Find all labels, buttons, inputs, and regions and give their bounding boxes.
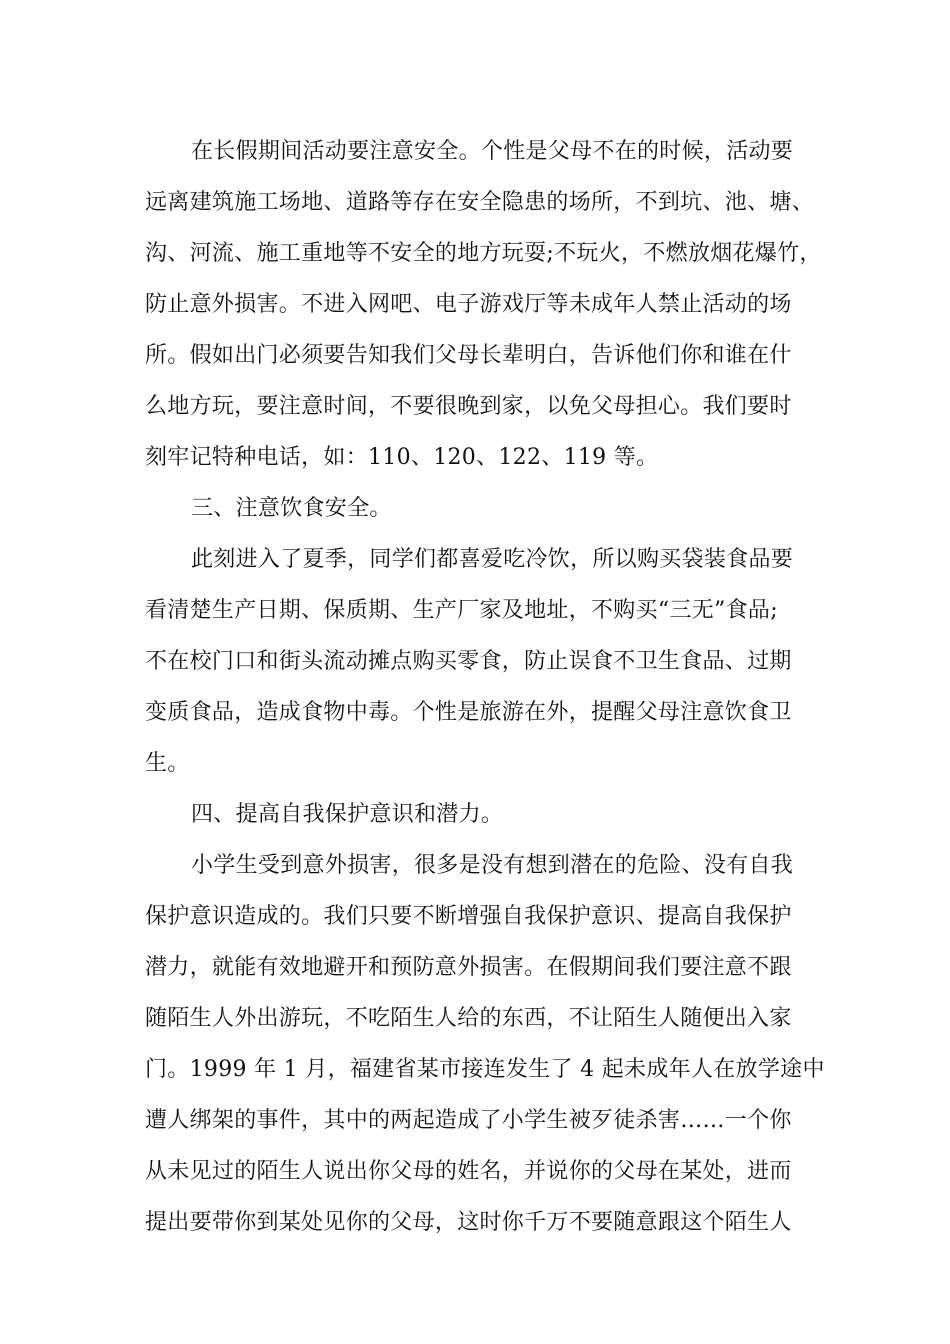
paragraph-line: 刻牢记特种电话，如：110、120、122、119 等。 (145, 445, 659, 470)
paragraph-line: 所。假如出门必须要告知我们父母长辈明白，告诉他们你和谁在什 (145, 343, 792, 368)
paragraph-line: 防止意外损害。不进入网吧、电子游戏厅等未成年人禁止活动的场 (145, 292, 792, 317)
section-heading: 四、提高自我保护意识和潜力。 (191, 802, 504, 827)
paragraph-line: 从未见过的陌生人说出你父母的姓名，并说你的父母在某处，进而 (145, 1159, 792, 1184)
paragraph-line: 看清楚生产日期、保质期、生产厂家及地址，不购买“三无”食品; (145, 598, 778, 623)
paragraph-line: 生。 (145, 751, 190, 776)
paragraph-line: 随陌生人外出游玩，不吃陌生人给的东西，不让陌生人随便出入家 (145, 1006, 792, 1031)
paragraph-line: 潜力，就能有效地避开和预防意外损害。在假期间我们要注意不跟 (145, 955, 792, 980)
paragraph-line: 保护意识造成的。我们只要不断增强自我保护意识、提高自我保护 (145, 904, 792, 929)
paragraph-line: 远离建筑施工场地、道路等存在安全隐患的场所，不到坑、池、塘、 (145, 190, 815, 215)
paragraph-line: 在长假期间活动要注意安全。个性是父母不在的时候，活动要 (191, 139, 794, 164)
paragraph-line: 提出要带你到某处见你的父母，这时你千万不要随意跟这个陌生人 (145, 1210, 792, 1235)
paragraph-line: 么地方玩，要注意时间，不要很晚到家，以免父母担心。我们要时 (145, 394, 792, 419)
section-heading: 三、注意饮食安全。 (191, 496, 392, 521)
paragraph-line: 此刻进入了夏季，同学们都喜爱吃冷饮，所以购买袋装食品要 (191, 547, 794, 572)
paragraph-line: 小学生受到意外损害，很多是没有想到潜在的危险、没有自我 (191, 853, 794, 878)
paragraph-line: 遭人绑架的事件，其中的两起造成了小学生被歹徒杀害……一个你 (145, 1108, 792, 1133)
paragraph-line: 变质食品，造成食物中毒。个性是旅游在外，提醒父母注意饮食卫 (145, 700, 792, 725)
paragraph-line: 沟、河流、施工重地等不安全的地方玩耍;不玩火，不燃放烟花爆竹， (145, 241, 822, 266)
paragraph-line: 门。1999 年 1 月，福建省某市接连发生了 4 起未成年人在放学途中 (145, 1057, 825, 1082)
paragraph-line: 不在校门口和街头流动摊点购买零食，防止误食不卫生食品、过期 (145, 649, 792, 674)
